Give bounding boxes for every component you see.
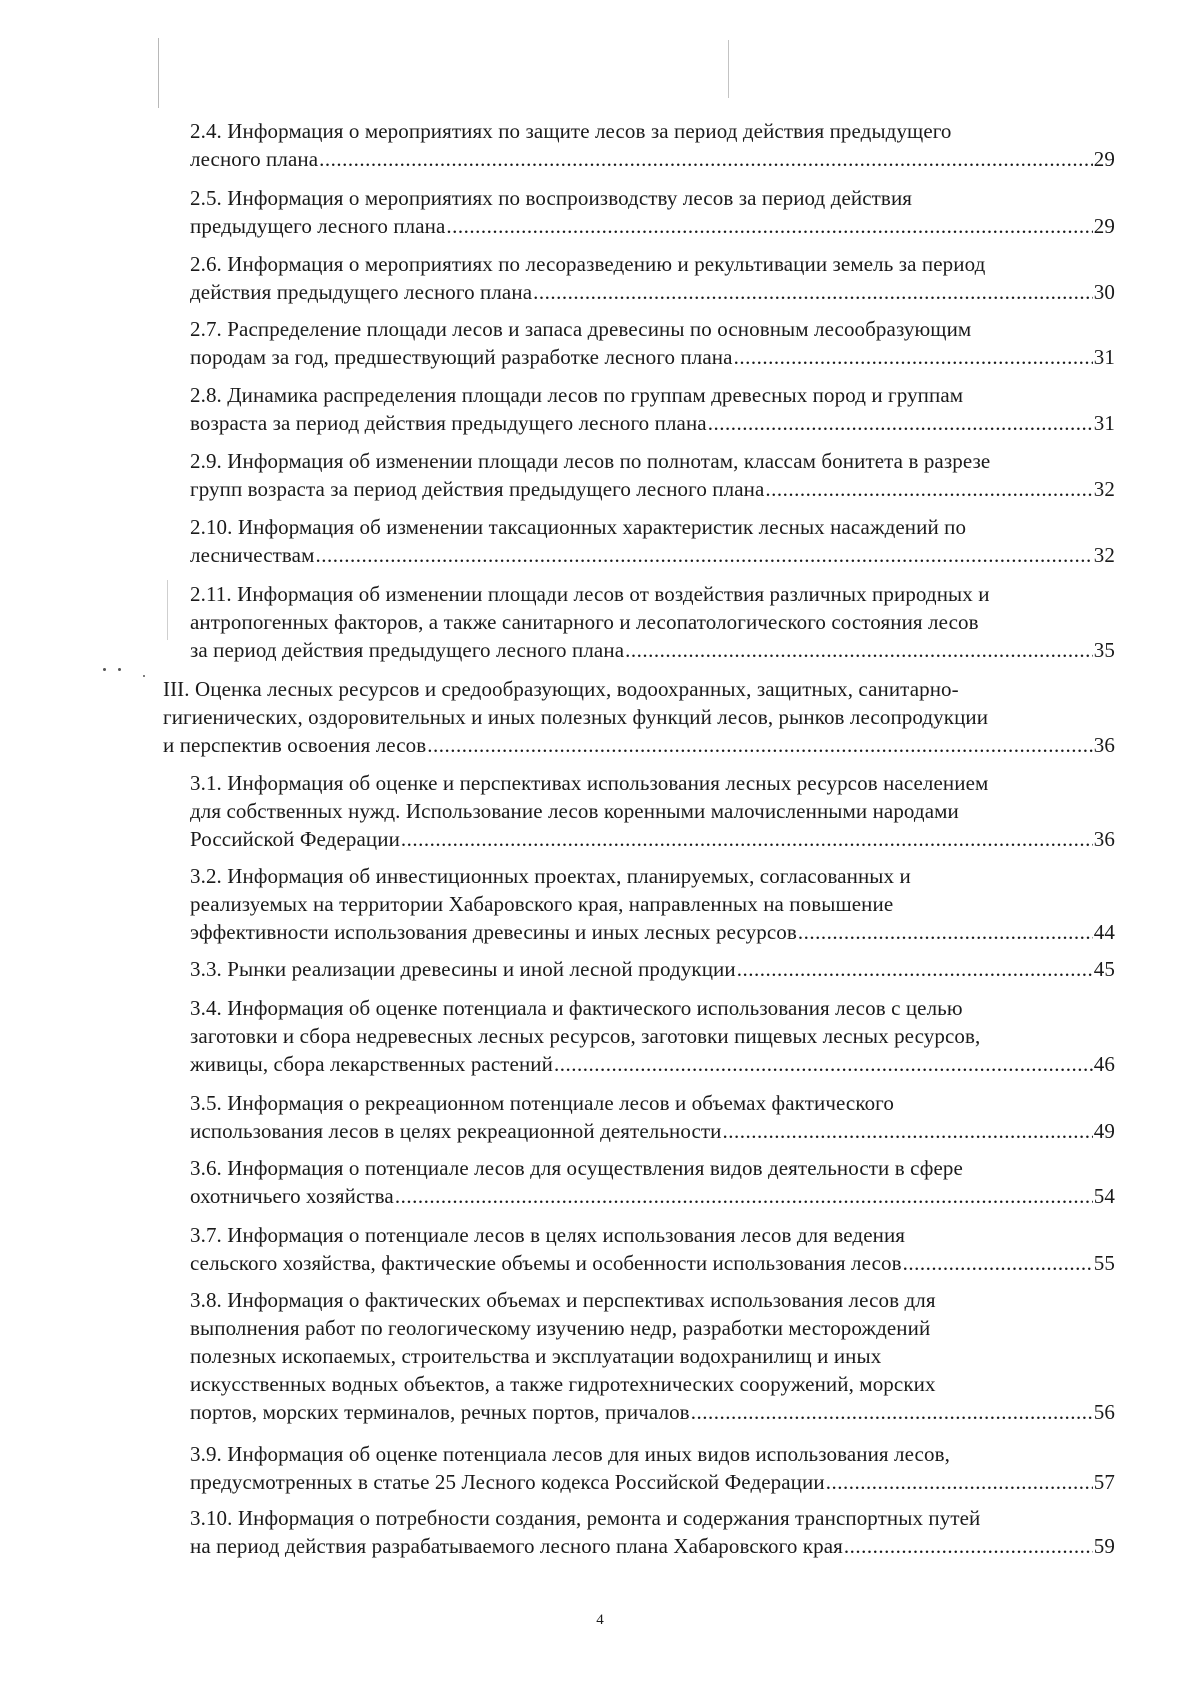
- scan-artifact: [728, 40, 729, 98]
- toc-entry-text: 2.7. Распределение площади лесов и запаса древесины по основным лесообразующим: [190, 317, 972, 341]
- toc-page-number: 32: [1093, 477, 1115, 501]
- toc-entry-text: лесного плана: [190, 147, 319, 171]
- toc-entry-text: 3.7. Информация о потенциале лесов в целях использования лесов для ведения: [190, 1223, 906, 1247]
- toc-entry-text: портов, морских терминалов, речных портов, причалов: [190, 1400, 690, 1424]
- toc-entry-text: 3.8. Информация о фактических объемах и перспективах использования лесов для: [190, 1288, 936, 1312]
- toc-entry-text: 3.9. Информация об оценке потенциала лесов для иных видов использования лесов,: [190, 1442, 950, 1466]
- toc-page-number: 36: [1093, 827, 1115, 851]
- toc-entry-text: и перспектив освоения лесов: [163, 733, 427, 757]
- toc-page-number: 55: [1093, 1251, 1115, 1275]
- toc-entry-text: использования лесов в целях рекреационной деятельности: [190, 1119, 722, 1143]
- toc-entry-text: 3.6. Информация о потенциале лесов для осуществления видов деятельности в сфере: [190, 1156, 963, 1180]
- toc-entry-text: 2.10. Информация об изменении таксационных характеристик лесных насаждений по: [190, 515, 967, 539]
- toc-entry[interactable]: [190, 117, 1115, 173]
- toc-entry-text: полезных ископаемых, строительства и эксплуатации водохранилищ и иных: [190, 1344, 882, 1368]
- toc-entry-text: 2.4. Информация о мероприятиях по защите лесов за период действия предыдущего: [190, 119, 952, 143]
- toc-page-number: 31: [1093, 345, 1115, 369]
- dot-leader: [319, 145, 1093, 173]
- toc-page-number: 54: [1093, 1184, 1115, 1208]
- toc-entry-text: на период действия разрабатываемого лесного плана Хабаровского края: [190, 1534, 843, 1558]
- toc-entry-text: 3.2. Информация об инвестиционных проектах, планируемых, согласованных и: [190, 864, 911, 888]
- dot-leader: [691, 1398, 1093, 1426]
- toc-entry-text: 3.4. Информация об оценке потенциала и фактического использования лесов с целью: [190, 996, 963, 1020]
- toc-entry-text: 3.1. Информация об оценке и перспективах использования лесных ресурсов населением: [190, 771, 989, 795]
- toc-page-number: 30: [1093, 280, 1115, 304]
- dot-leader: [427, 731, 1093, 759]
- toc-entry-text: гигиенических, оздоровительных и иных полезных функций лесов, рынков лесопродукции: [163, 705, 989, 729]
- toc-entry[interactable]: [190, 1286, 1115, 1426]
- dot-leader: [533, 278, 1093, 306]
- toc-page-number: 56: [1093, 1400, 1115, 1424]
- scan-artifact: [158, 38, 159, 108]
- toc-entry-text: охотничьего хозяйства: [190, 1184, 394, 1208]
- toc-entry[interactable]: [190, 769, 1115, 853]
- toc-entry[interactable]: [190, 955, 1115, 983]
- toc-entry-text: III. Оценка лесных ресурсов и средообразующих, водоохранных, защитных, санитарно-: [163, 677, 959, 701]
- toc-entry[interactable]: [190, 1221, 1115, 1277]
- toc-entry[interactable]: [190, 1504, 1115, 1560]
- toc-page-number: 44: [1093, 920, 1115, 944]
- toc-entry-text: заготовки и сбора недревесных лесных ресурсов, заготовки пищевых лесных ресурсов,: [190, 1024, 981, 1048]
- dot-leader: [765, 475, 1092, 503]
- toc-entry-text: за период действия предыдущего лесного плана: [190, 638, 625, 662]
- dot-leader: [315, 541, 1092, 569]
- toc-entry-text: породам за год, предшествующий разработке лесного плана: [190, 345, 733, 369]
- toc-entry-text: эффективности использования древесины и иных лесных ресурсов: [190, 920, 797, 944]
- toc-section-entry[interactable]: [163, 675, 1115, 759]
- toc-page-number: 49: [1093, 1119, 1115, 1143]
- toc-entry-text: 3.10. Информация о потребности создания, ремонта и содержания транспортных путей: [190, 1506, 981, 1530]
- toc-entry-text: для собственных нужд. Использование лесов коренными малочисленными народами: [190, 799, 959, 823]
- toc-entry[interactable]: [190, 513, 1115, 569]
- scan-artifact: [167, 580, 168, 640]
- toc-entry-text: 2.8. Динамика распределения площади лесов по группам древесных пород и группам: [190, 383, 964, 407]
- toc-page-number: 36: [1093, 733, 1115, 757]
- toc-entry-text: Российской Федерации: [190, 827, 400, 851]
- toc-entry[interactable]: [190, 1089, 1115, 1145]
- toc-entry-text: сельского хозяйства, фактические объемы и особенности использования лесов: [190, 1251, 902, 1275]
- dot-leader: [826, 1468, 1093, 1496]
- toc-entry-text: 2.6. Информация о мероприятиях по лесоразведению и рекультивации земель за период: [190, 252, 986, 276]
- dot-leader: [395, 1182, 1093, 1210]
- toc-entry[interactable]: [190, 184, 1115, 240]
- toc-entry-text: искусственных водных объектов, а также гидротехнических сооружений, морских: [190, 1372, 936, 1396]
- dot-leader: [798, 918, 1093, 946]
- toc-entry-text: действия предыдущего лесного плана: [190, 280, 533, 304]
- toc-page-number: 29: [1093, 214, 1115, 238]
- scan-artifact: [103, 668, 106, 671]
- toc-entry-text: 2.5. Информация о мероприятиях по воспроизводству лесов за период действия: [190, 186, 913, 210]
- toc-entry[interactable]: [190, 315, 1115, 371]
- toc-entry-text: 2.11. Информация об изменении площади лесов от воздействия различных природных и: [190, 582, 990, 606]
- toc-entry[interactable]: [190, 1440, 1115, 1496]
- toc-entry[interactable]: [190, 250, 1115, 306]
- toc-entry-text: возраста за период действия предыдущего лесного плана: [190, 411, 707, 435]
- toc-entry[interactable]: [190, 994, 1115, 1078]
- scan-artifact: [118, 668, 121, 671]
- dot-leader: [903, 1249, 1093, 1277]
- dot-leader: [625, 636, 1093, 664]
- toc-page-number: 45: [1093, 957, 1115, 981]
- toc-entry[interactable]: [190, 447, 1115, 503]
- dot-leader: [723, 1117, 1093, 1145]
- toc-entry-text: групп возраста за период действия предыдущего лесного плана: [190, 477, 765, 501]
- dot-leader: [844, 1532, 1093, 1560]
- toc-entry-text: 3.5. Информация о рекреационном потенциале лесов и объемах фактического: [190, 1091, 894, 1115]
- toc-page-number: 32: [1093, 543, 1115, 567]
- toc-entry[interactable]: [190, 381, 1115, 437]
- scan-artifact: [143, 675, 145, 677]
- toc-entry[interactable]: [190, 862, 1115, 946]
- dot-leader: [734, 343, 1093, 371]
- toc-page-number: 59: [1093, 1534, 1115, 1558]
- toc-entry-text: выполнения работ по геологическому изучению недр, разработки месторождений: [190, 1316, 931, 1340]
- page-number: 4: [596, 1612, 604, 1628]
- toc-page-number: 46: [1093, 1052, 1115, 1076]
- toc-page-number: 31: [1093, 411, 1115, 435]
- dot-leader: [708, 409, 1093, 437]
- dot-leader: [737, 955, 1093, 983]
- toc-entry-text: антропогенных факторов, а также санитарного и лесопатологического состояния лесов: [190, 610, 979, 634]
- toc-entry-text: лесничествам: [190, 543, 315, 567]
- toc-entry-text: предыдущего лесного плана: [190, 214, 446, 238]
- toc-page-number: 57: [1093, 1470, 1115, 1494]
- toc-entry-text: живицы, сбора лекарственных растений: [190, 1052, 553, 1076]
- toc-entry[interactable]: [190, 1154, 1115, 1210]
- dot-leader: [554, 1050, 1093, 1078]
- dot-leader: [446, 212, 1092, 240]
- toc-entry[interactable]: [190, 580, 1115, 664]
- toc-page-number: 35: [1093, 638, 1115, 662]
- toc-entry-text: 3.3. Рынки реализации древесины и иной лесной продукции: [190, 957, 736, 981]
- toc-entry-text: реализуемых на территории Хабаровского края, направленных на повышение: [190, 892, 894, 916]
- toc-entry-text: предусмотренных в статье 25 Лесного кодекса Российской Федерации: [190, 1470, 825, 1494]
- dot-leader: [401, 825, 1093, 853]
- toc-entry-text: 2.9. Информация об изменении площади лесов по полнотам, классам бонитета в разрезе: [190, 449, 991, 473]
- toc-page-number: 29: [1093, 147, 1115, 171]
